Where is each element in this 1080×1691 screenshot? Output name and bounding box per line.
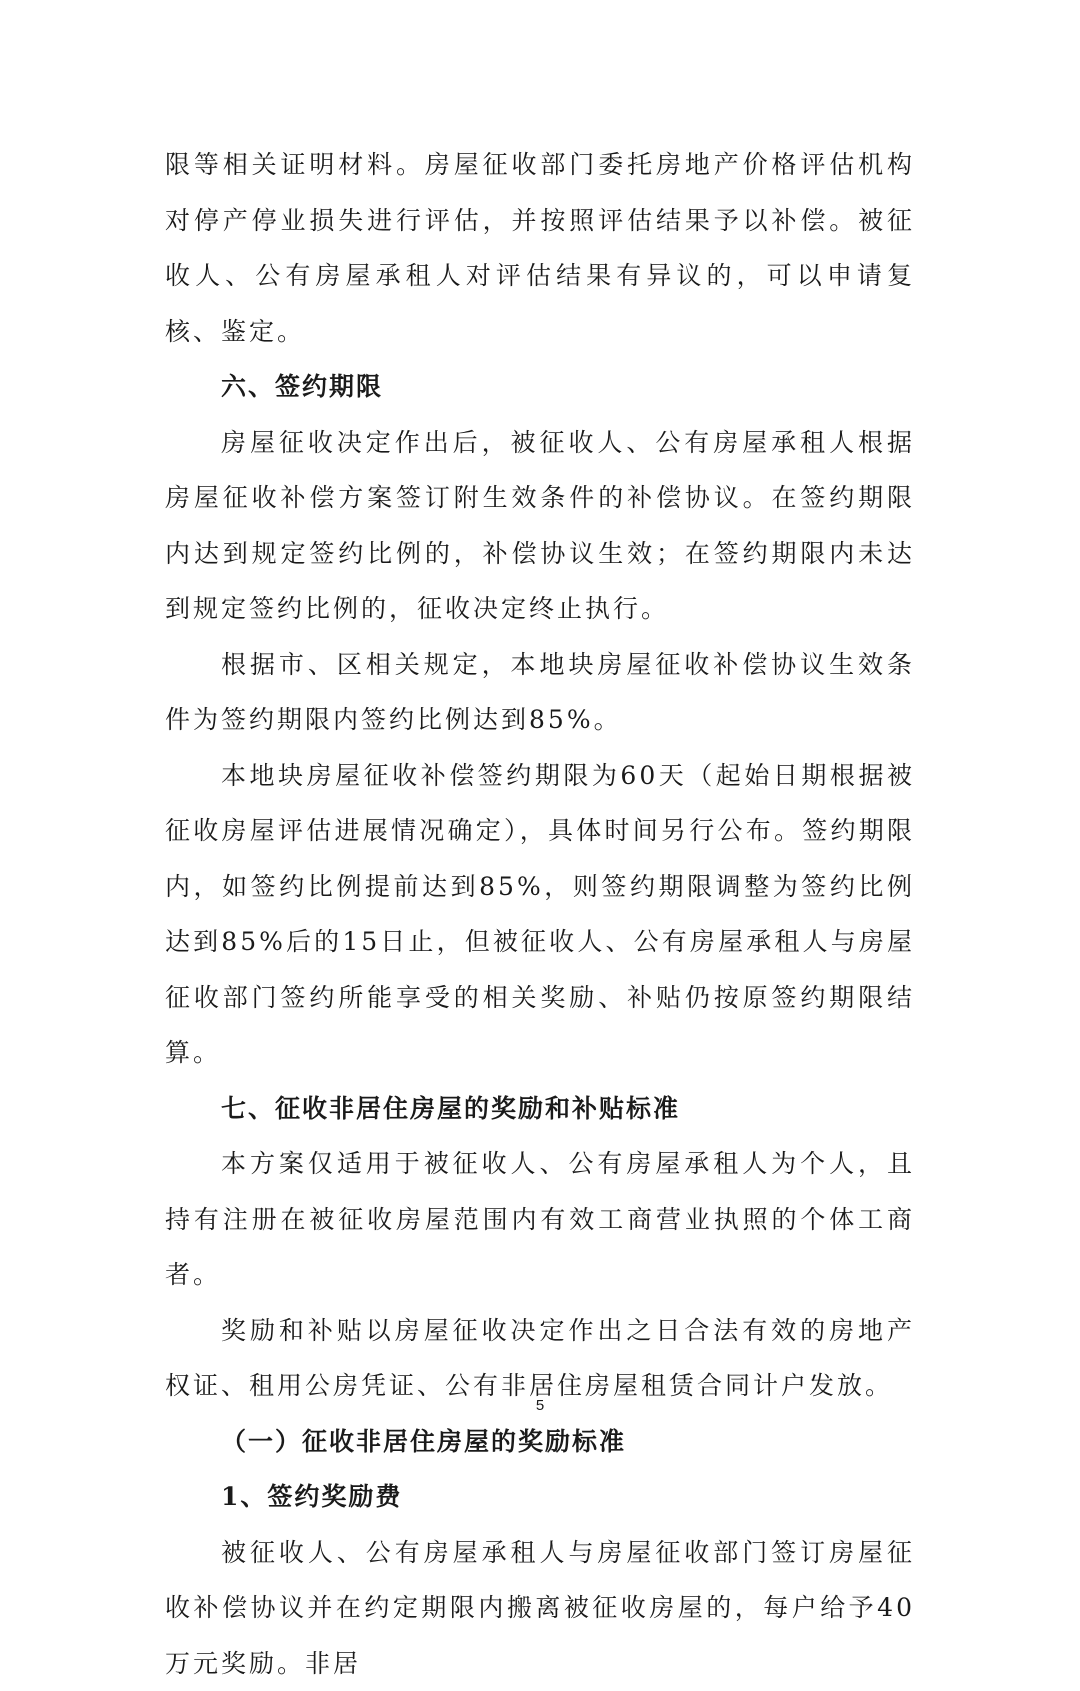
paragraph-reward-amount: 被征收人、公有房屋承租人与房屋征收部门签订房屋征收补偿协议并在约定期限内搬离被征收房屋的，每户给予40万元奖励。非居 <box>165 1525 915 1691</box>
page-number: 5 <box>0 1397 1080 1414</box>
paragraph-distribution-basis: 奖励和补贴以房屋征收决定作出之日合法有效的房地产权证、租用公房凭证、公有非居住房屋租赁合同计户发放。 <box>165 1303 915 1414</box>
paragraph-scope: 本方案仅适用于被征收人、公有房屋承租人为个人，且持有注册在被征收房屋范围内有效工商营业执照的个体工商者。 <box>165 1136 915 1303</box>
paragraph-compensation-evaluation: 限等相关证明材料。房屋征收部门委托房地产价格评估机构对停产停业损失进行评估，并按照评估结果予以补偿。被征收人、公有房屋承租人对评估结果有异议的，可以申请复核、鉴定。 <box>165 137 915 359</box>
paragraph-effective-condition: 根据市、区相关规定，本地块房屋征收补偿协议生效条件为签约期限内签约比例达到85%。 <box>165 637 915 748</box>
paragraph-signing-duration: 本地块房屋征收补偿签约期限为60天（起始日期根据被征收房屋评估进展情况确定），具体时间另行公布。签约期限内，如签约比例提前达到85%，则签约期限调整为签约比例达到85%后的15日止，但被征收人、公有房屋承租人与房屋征收部门签约所能享受的相关奖励、补贴仍按原签约期限结算。 <box>165 748 915 1081</box>
paragraph-signing-agreement: 房屋征收决定作出后，被征收人、公有房屋承租人根据房屋征收补偿方案签订附生效条件的补偿协议。在签约期限内达到规定签约比例的，补偿协议生效；在签约期限内未达到规定签约比例的，征收决定终止执行。 <box>165 415 915 637</box>
section-heading-non-residential-rewards: 七、征收非居住房屋的奖励和补贴标准 <box>165 1081 915 1137</box>
subsection-heading-reward-standard: （一）征收非居住房屋的奖励标准 <box>165 1414 915 1470</box>
item-heading-signing-reward: 1、签约奖励费 <box>165 1469 915 1525</box>
section-heading-signing-period: 六、签约期限 <box>165 359 915 415</box>
document-body <box>165 137 915 1691</box>
